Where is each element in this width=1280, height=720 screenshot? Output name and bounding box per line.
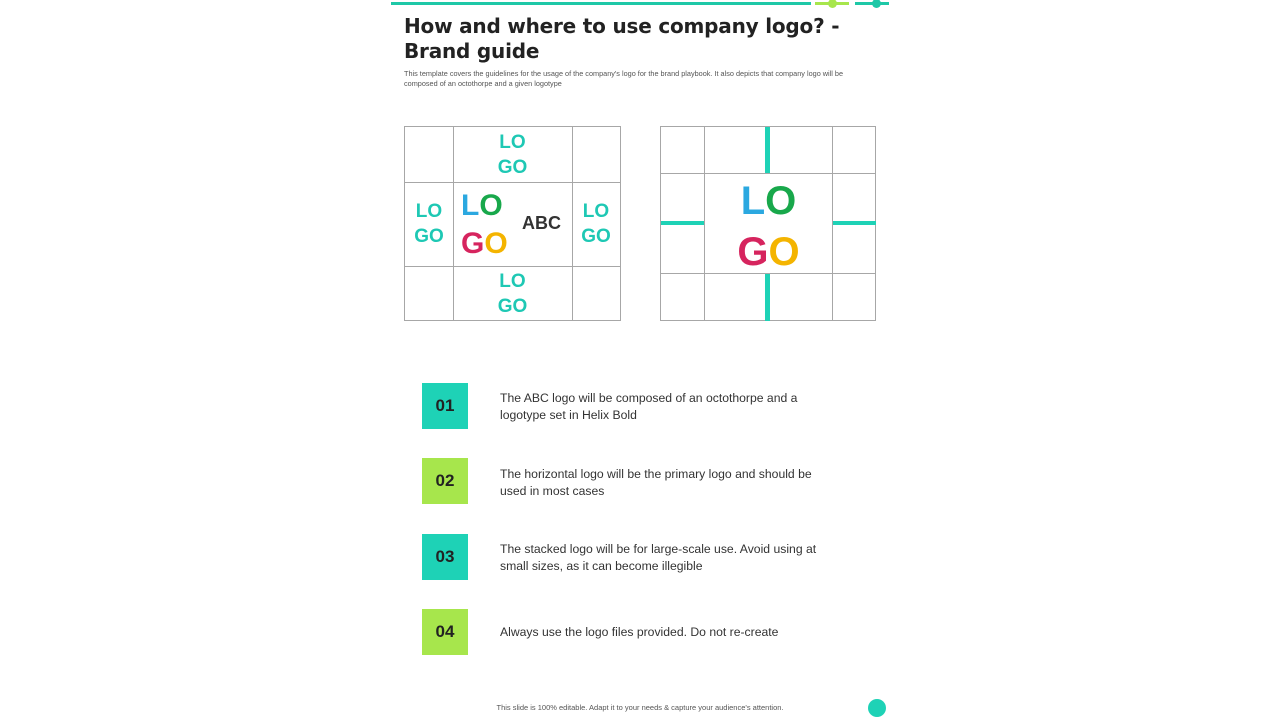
item-text: The stacked logo will be for large-scale use. Avoid using at small sizes, as it can become illegible — [500, 542, 817, 573]
accent-line-left — [661, 221, 704, 225]
item-number-badge: 02 — [422, 458, 468, 504]
page-subtitle: This template covers the guidelines for the usage of the company's logo for the brand playbook. It also depicts that company logo will be composed of an octothorpe and a given logotype — [404, 69, 844, 88]
abc-logotype: ABC — [522, 213, 561, 233]
accent-line-bottom — [765, 274, 770, 321]
item-number-badge: 04 — [422, 609, 468, 655]
item-text: The horizontal logo will be the primary logo and should be used in most cases — [500, 467, 812, 498]
horizontal-logo-grid — [404, 126, 621, 321]
item-number-badge: 03 — [422, 534, 468, 580]
accent-line-right — [833, 221, 876, 225]
footer-accent-dot — [868, 699, 886, 717]
footer-note: This slide is 100% editable. Adapt it to your needs & capture your audience's attention. — [496, 703, 784, 712]
page-title — [404, 14, 874, 64]
item-text: The ABC logo will be composed of an octothorpe and a logotype set in Helix Bold — [500, 391, 798, 422]
logo-small-right: LO GO — [581, 201, 611, 247]
accent-line-top — [765, 127, 770, 173]
item-number-badge: 01 — [422, 383, 468, 429]
logo-small-left: LO GO — [414, 201, 444, 247]
title-line-1: How and where to use company logo? - — [404, 14, 840, 38]
stacked-logo-grid — [660, 126, 876, 321]
logo-small-bottom: LO GO — [497, 271, 528, 317]
item-text: Always use the logo files provided. Do not re-create — [500, 625, 779, 639]
logo-small-top: LO GO — [497, 132, 528, 178]
logo-primary-center: LO GO — [461, 189, 508, 260]
logo-stacked-large: LO GO — [737, 179, 800, 274]
title-line-2: Brand guide — [404, 39, 540, 63]
